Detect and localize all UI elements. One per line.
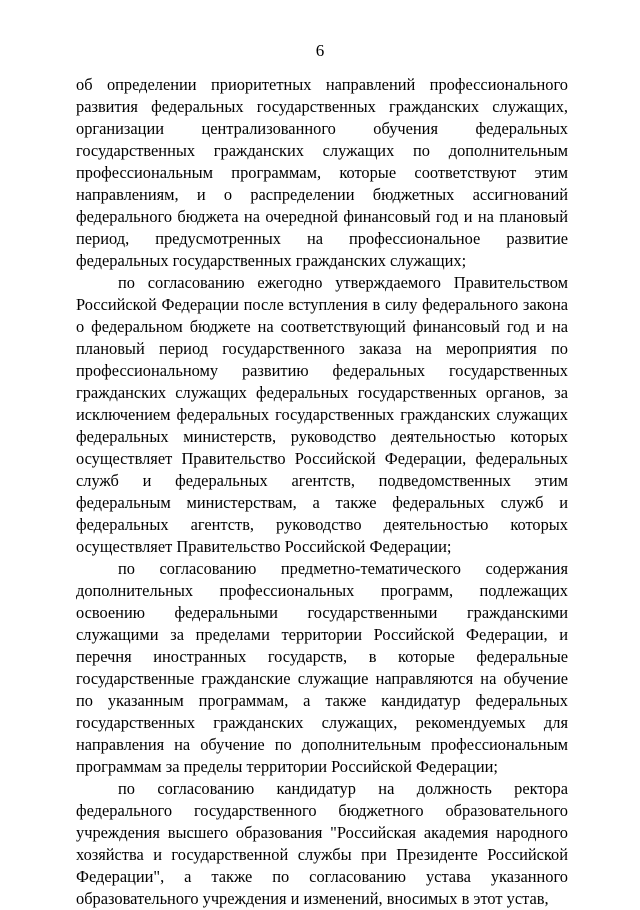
paragraph-foreign-training: по согласованию предметно-тематического содержания дополнительных профессиональных программ, подлежащих освоению федеральными государственными гражданскими служащими за пределами территории Российской Федерации, и перечня иностранных государств, в которые федеральные государственные гражданские служащие направляются на обучение по указанным программам, а также кандидатур федеральных государственных гражданских служащих, рекомендуемых для направления на обучение по дополнительным профессиональным программам за пределы территории Российской Федерации;	[76, 559, 568, 776]
paragraph-rector-candidates: по согласованию кандидатур на должность ректора федерального государственного бюджетного образовательного учреждения высшего образования "Российская академия народного хозяйства и государственной службы при Президенте Российской Федерации", а также по согласованию устава указанного образовательного учреждения и изменений, вносимых в этот устав,	[76, 779, 568, 908]
document-body	[76, 74, 568, 910]
paragraph-state-order: по согласованию ежегодно утверждаемого Правительством Российской Федерации после вступления в силу федерального закона о федеральном бюджете на соответствующий финансовый год и на плановый период государственного заказа на мероприятия по профессиональному развитию федеральных государственных гражданских служащих федеральных государственных органов, за исключением федеральных государственных гражданских служащих федеральных министерств, руководство деятельностью которых осуществляет Правительство Российской Федерации, федеральных служб и федеральных агентств, подведомственных этим федеральным министерствам, а также федеральных служб и федеральных агентств, руководство деятельностью которых осуществляет Правительство Российской Федерации;	[76, 273, 568, 556]
page-number: 6	[315, 41, 325, 60]
paragraph-priority-directions: об определении приоритетных направлений профессионального развития федеральных государственных гражданских служащих, организации централизованного обучения федеральных государственных гражданских служащих по дополнительным профессиональным программам, которые соответствуют этим направлениям, и о распределении бюджетных ассигнований федерального бюджета на очередной финансовый год и на плановый период, предусмотренных на профессиональное развитие федеральных государственных гражданских служащих;	[76, 75, 568, 270]
